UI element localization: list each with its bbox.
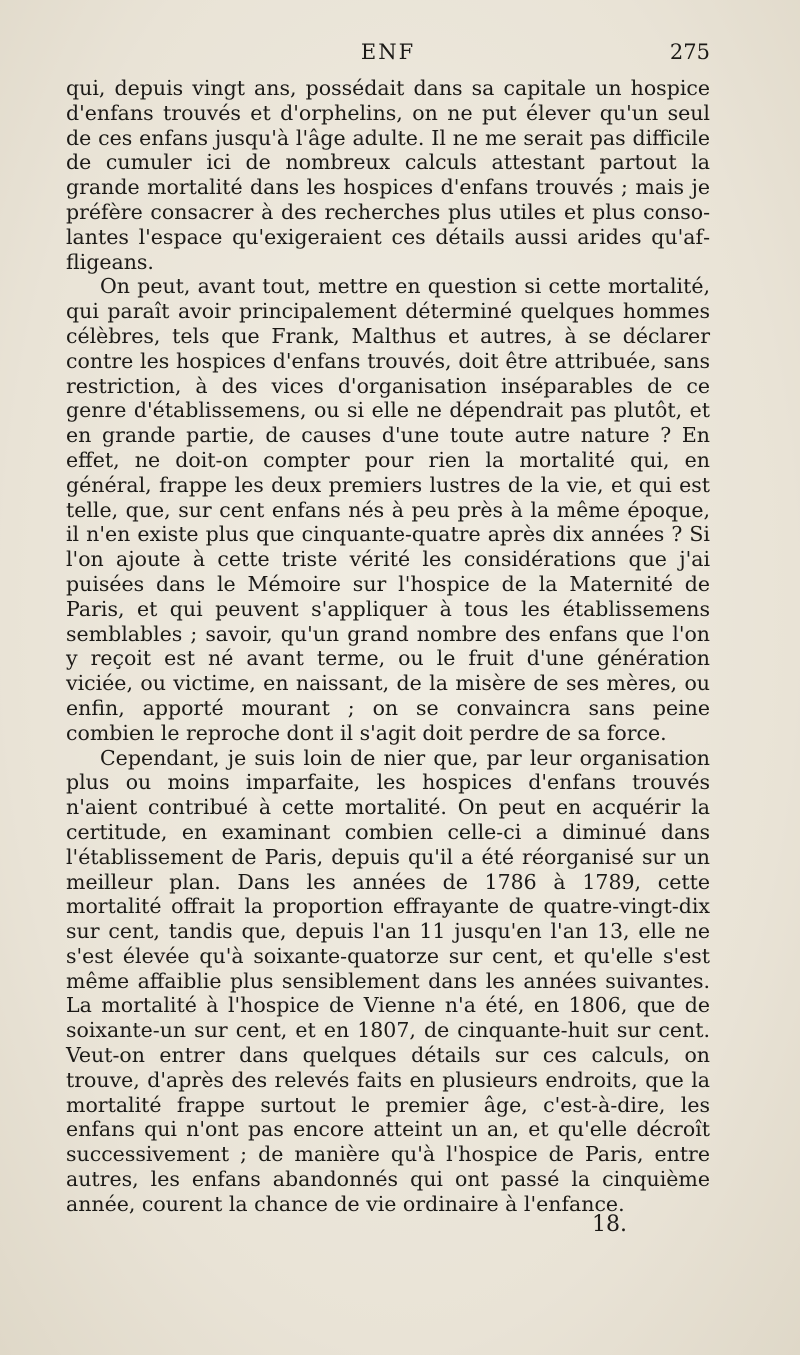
paragraph: Cependant, je suis loin de nier que, par leur organisation plus ou moins imparfaite, les hospices d'enfans trouvés n'aient contribué à cette mortalité. On peut en acquérir la certitude, en examinant combien celle-ci a diminué dans l'établissement de Paris, depuis qu'il a été réorganisé sur un meilleur plan. Dans les années de 1786 à 1789, cette mortalité offrait la proportion effrayante de quatre-vingt-dix sur cent, tandis que, depuis l'an 11 jusqu'en l'an 13, elle ne s'est élevée qu'à soixante-quatorze sur cent, et qu'elle s'est même affaiblie plus sensiblement dans les années suivantes. La mortalité à l'hospice de Vienne n'a été, en 1806, que de soixante-un sur cent, et en 1807, de cinquante-huit sur cent. Veut-on entrer dans quelques détails sur ces calculs, on trouve, d'après des relevés faits en plusieurs endroits, que la mortalité frappe surtout le premier âge, c'est-à-dire, les enfans qui n'ont pas encore atteint un an, et qu'elle décroît successivement ; de manière qu'à l'hospice de Paris, entre autres, les enfans abandonnés qui ont passé la cinquième année, courent la chance de vie ordinaire à l'enfance. [66, 745, 710, 1216]
running-head [66, 40, 710, 70]
paragraph-continued: qui, depuis vingt ans, possédait dans sa capitale un hospice d'enfans trouvés et d'orphelins, on ne put élever qu'un seul de ces enfans jusqu'à l'âge adulte. Il ne me serait pas difficile de cumuler ici de nombreux calculs attestant partout la grande mortalité dans les hospices d'enfans trouvés ; mais je préfère consacrer à des recherches plus utiles et plus consolantes l'espace qu'exigeraient ces détails aussi arides qu'affligeans. [66, 76, 710, 274]
body-text [66, 76, 710, 1217]
running-head-title: ENF [360, 40, 416, 64]
signature-mark: 18. [592, 1212, 627, 1237]
page-number: 275 [669, 40, 710, 64]
paragraph: On peut, avant tout, mettre en question si cette mortalité, qui paraît avoir principalement déterminé quelques hommes célèbres, tels que Frank, Malthus et autres, à se déclarer contre les hospices d'enfans trouvés, doit être attribuée, sans restriction, à des vices d'organisation inséparables de ce genre d'établissemens, ou si elle ne dépendrait pas plutôt, et en grande partie, de causes d'une toute autre nature ? En effet, ne doit-on compter pour rien la mortalité qui, en général, frappe les deux premiers lustres de la vie, et qui est telle, que, sur cent enfans nés à peu près à la même époque, il n'en existe plus que cinquante-quatre après dix années ? Si l'on ajoute à cette triste vérité les considérations que j'ai puisées dans le Mémoire sur l'hospice de la Maternité de Paris, et qui peuvent s'appliquer à tous les établissemens semblables ; savoir, qu'un grand nombre des enfans que l'on y reçoit est né avant terme, ou le fruit d'une génération viciée, ou victime, en naissant, de la misère de ses mères, ou enfin, apporté mourant ; on se convaincra sans peine combien le reproche dont il s'agit doit perdre de sa force. [66, 274, 710, 745]
